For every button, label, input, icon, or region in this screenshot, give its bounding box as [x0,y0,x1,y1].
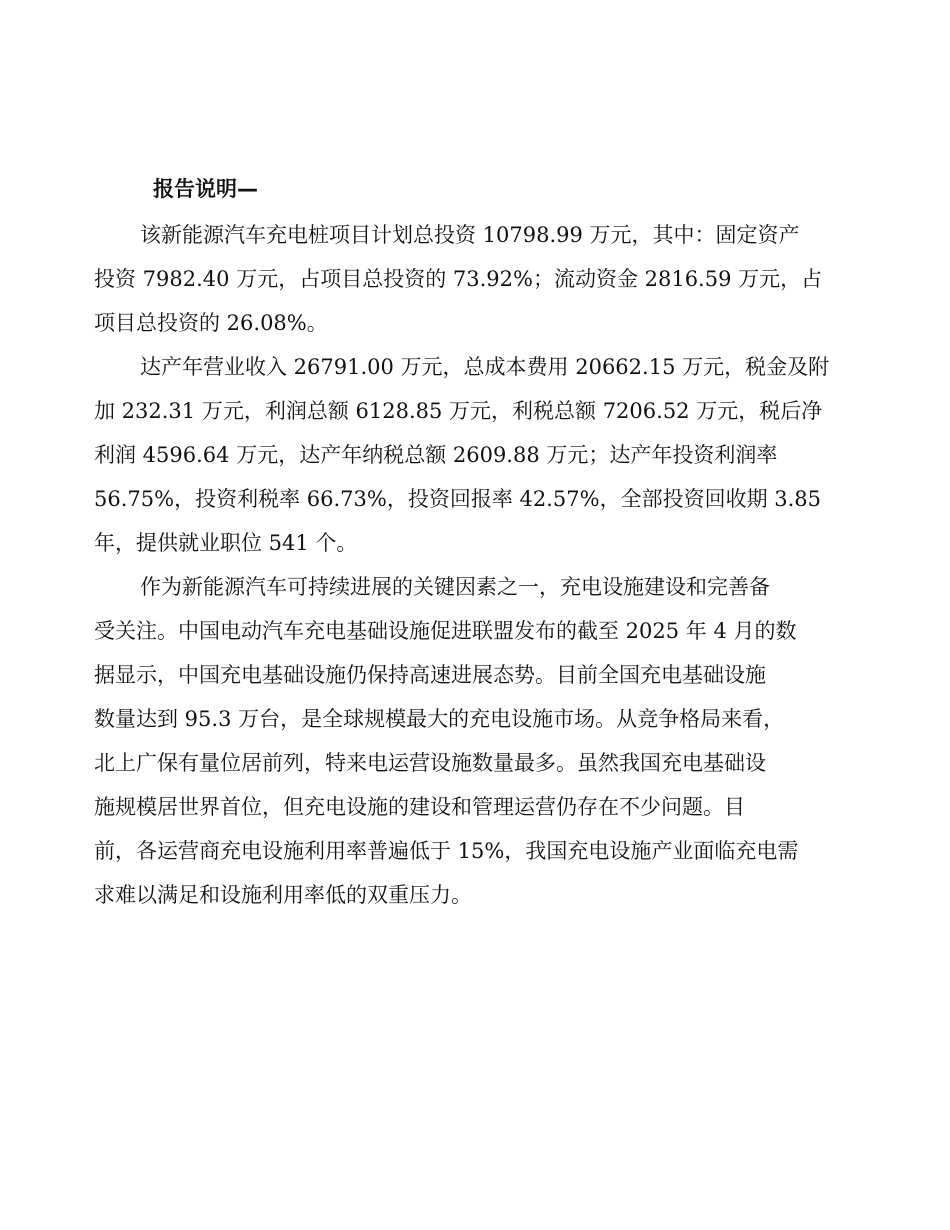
paragraph-line: 56.75%，投资利税率 66.73%，投资回报率 42.57%，全部投资回收期 3.85 [94,487,822,511]
report-heading: 报告说明— [153,177,258,201]
paragraph-line: 作为新能源汽车可持续进展的关键因素之一，充电设施建设和完善备 [140,575,770,599]
paragraph-line: 数量达到 95.3 万台，是全球规模最大的充电设施市场。从竞争格局来看， [94,707,785,731]
paragraph-line: 达产年营业收入 26791.00 万元，总成本费用 20662.15 万元，税金及附 [140,355,830,379]
paragraph-line: 北上广保有量位居前列，特来电运营设施数量最多。虽然我国充电基础设 [94,751,766,775]
paragraph-line: 该新能源汽车充电桩项目计划总投资 10798.99 万元，其中：固定资产 [140,223,800,247]
paragraph-line: 年，提供就业职位 541 个。 [94,531,358,555]
paragraph-line: 利润 4596.64 万元，达产年纳税总额 2609.88 万元；达产年投资利润率 [94,443,778,467]
paragraph-line: 投资 7982.40 万元，占项目总投资的 73.92%；流动资金 2816.59 万元，占 [94,267,823,291]
paragraph-line: 据显示，中国充电基础设施仍保持高速进展态势。目前全国充电基础设施 [94,663,766,687]
paragraph-line: 加 232.31 万元，利润总额 6128.85 万元，利税总额 7206.52 万元，税后净 [94,399,823,423]
paragraph-line: 求难以满足和设施利用率低的双重压力。 [94,883,472,907]
paragraph-line: 受关注。中国电动汽车充电基础设施促进联盟发布的截至 2025 年 4 月的数 [94,619,797,643]
paragraph-line: 施规模居世界首位，但充电设施的建设和管理运营仍存在不少问题。目 [94,795,745,819]
paragraph-line: 前，各运营商充电设施利用率普遍低于 15%，我国充电设施产业面临充电需 [94,839,799,863]
paragraph-line: 项目总投资的 26.08%。 [94,311,328,335]
